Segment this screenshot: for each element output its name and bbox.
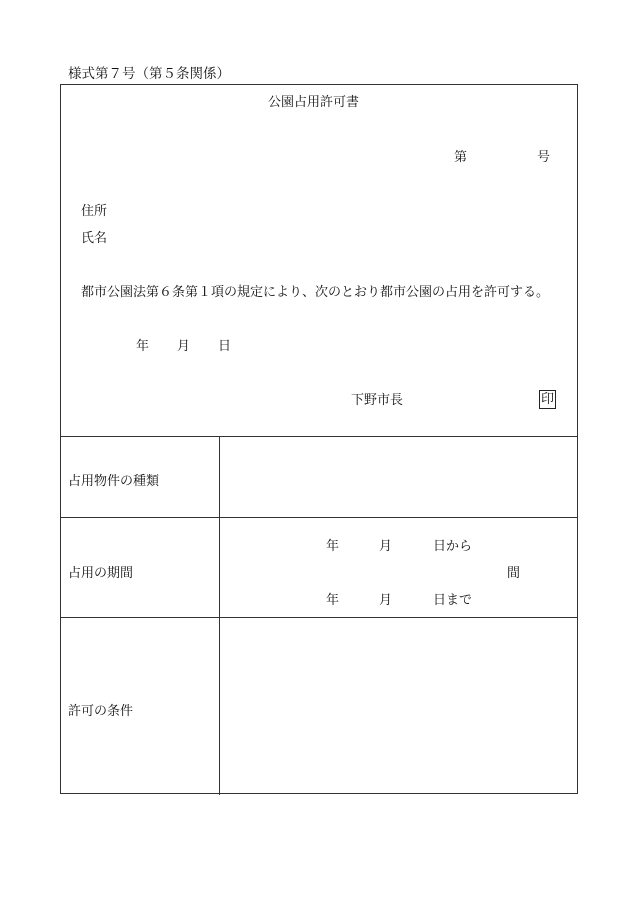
divider-period bbox=[61, 617, 577, 618]
number-dai: 第 bbox=[454, 150, 468, 165]
form-reference: 様式第７号（第５条関係） bbox=[68, 66, 230, 82]
period-label: 占用の期間 bbox=[68, 566, 134, 581]
date-month: 月 bbox=[177, 339, 191, 354]
form-title: 公園占用許可書 bbox=[268, 95, 360, 110]
address-label: 住所 bbox=[81, 204, 108, 219]
period-to-day: 日まで bbox=[433, 593, 473, 608]
date-year: 年 bbox=[136, 339, 150, 354]
seal-mark: 印 bbox=[541, 392, 555, 407]
period-to-month: 月 bbox=[379, 593, 393, 608]
issuer-name: 下野市長 bbox=[351, 393, 404, 408]
permit-form-frame bbox=[60, 84, 578, 794]
conditions-label: 許可の条件 bbox=[68, 704, 134, 719]
kind-label: 占用物件の種類 bbox=[68, 474, 160, 489]
period-from-day: 日から bbox=[433, 539, 473, 554]
permit-statement: 都市公園法第６条第１項の規定により、次のとおり都市公園の占用を許可する。 bbox=[81, 285, 550, 300]
period-between: 間 bbox=[507, 566, 521, 581]
period-from-year: 年 bbox=[326, 539, 340, 554]
number-go: 号 bbox=[537, 150, 551, 165]
name-label: 氏名 bbox=[81, 231, 108, 246]
period-from-month: 月 bbox=[379, 539, 393, 554]
date-day: 日 bbox=[218, 339, 232, 354]
table-column-divider bbox=[219, 436, 220, 795]
divider-kind bbox=[61, 517, 577, 518]
period-to-year: 年 bbox=[326, 593, 340, 608]
divider-header bbox=[61, 436, 577, 437]
